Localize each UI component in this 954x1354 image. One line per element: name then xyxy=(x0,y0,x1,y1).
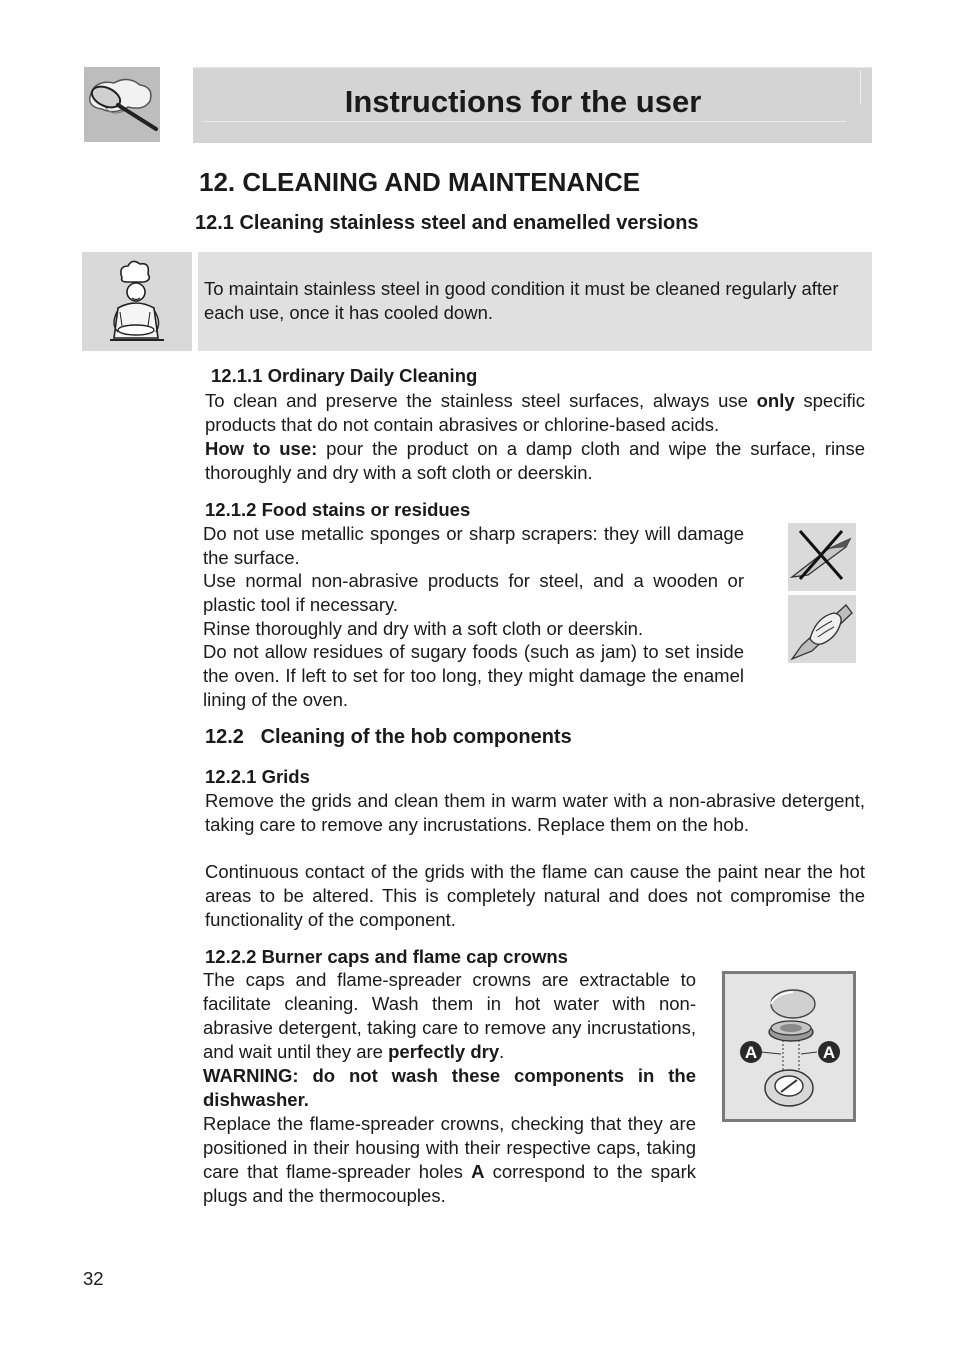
header-divider xyxy=(203,121,846,122)
label-a-right: A xyxy=(822,1043,836,1062)
heading-12-2-1: 12.2.1 Grids xyxy=(205,766,310,787)
cloth-cleaning-image xyxy=(788,595,856,663)
paragraph-food-stains-3: Rinse thoroughly and dry with a soft cloth or deerskin. xyxy=(203,618,644,639)
chef-icon xyxy=(82,252,192,351)
paragraph-burner-caps-1: The caps and flame-spreader crowns are extractable to facilitate cleaning. Wash them in hot water with non-abrasive detergent, taking care to remove any incrustations, and wait until they are perfectly dry. xyxy=(203,969,696,1062)
logo xyxy=(84,67,160,142)
paragraph-food-stains-2: Use normal non-abrasive products for steel, and a wooden or plastic tool if necessary. xyxy=(203,570,744,615)
note-icon-box xyxy=(82,252,192,351)
page-header-title: Instructions for the user xyxy=(344,84,702,119)
paragraph-grids-2: Continuous contact of the grids with the flame can cause the paint near the hot areas to be altered. This is completely natural and does not compromise the functionality of the component. xyxy=(205,861,865,930)
paragraph-food-stains-1: Do not use metallic sponges or sharp scrapers: they will damage the surface. xyxy=(203,523,744,568)
section-title: 12. CLEANING AND MAINTENANCE xyxy=(199,167,641,197)
burner-assembly-icon xyxy=(725,974,853,1119)
paragraph-daily-cleaning-1: To clean and preserve the stainless steel surfaces, always use only specific products that do not contain abrasives or chlorine-based acids. xyxy=(205,390,866,435)
note-text: To maintain stainless steel in good condition it must be cleaned regularly after each use, once it has cooled down. xyxy=(204,278,839,323)
paragraph-food-stains-4: Do not allow residues of sugary foods (such as jam) to set inside the oven. If left to set for too long, they might damage the enamel lining of the oven. xyxy=(203,641,744,710)
no-scraper-image xyxy=(788,523,856,591)
heading-12-1-2: 12.1.2 Food stains or residues xyxy=(205,499,471,520)
paragraph-daily-cleaning-2: How to use: pour the product on a damp cloth and wipe the surface, rinse thoroughly and dry with a soft cloth or deerskin. xyxy=(205,438,865,483)
paragraph-grids-1: Remove the grids and clean them in warm water with a non-abrasive detergent, taking care to remove any incrustations. Replace them on the hob. xyxy=(205,790,865,835)
burner-diagram-inner xyxy=(725,974,853,1119)
heading-12-1-1: 12.1.1 Ordinary Daily Cleaning xyxy=(211,365,478,386)
header-divider-right xyxy=(860,70,861,104)
subsection-title-12-1: 12.1 Cleaning stainless steel and enamelled versions xyxy=(195,212,699,234)
paragraph-burner-caps-2: Replace the flame-spreader crowns, checking that they are positioned in their housing with their respective caps, taking care that flame-spreader holes A correspond to the spark plugs and the thermocouples. xyxy=(203,1113,697,1206)
spoon-and-chef-hat-icon xyxy=(84,67,160,142)
heading-12-2-2: 12.2.2 Burner caps and flame cap crowns xyxy=(205,946,568,967)
crossed-knife-icon xyxy=(788,523,856,591)
label-a-left: A xyxy=(744,1043,758,1062)
hand-with-cloth-icon xyxy=(788,595,856,663)
subsection-title-12-2: 12.2 Cleaning of the hob components xyxy=(205,726,572,748)
burner-diagram xyxy=(722,971,856,1122)
page-number: 32 xyxy=(83,1268,104,1289)
warning-text: WARNING: do not wash these components in the dishwasher. xyxy=(203,1065,696,1110)
